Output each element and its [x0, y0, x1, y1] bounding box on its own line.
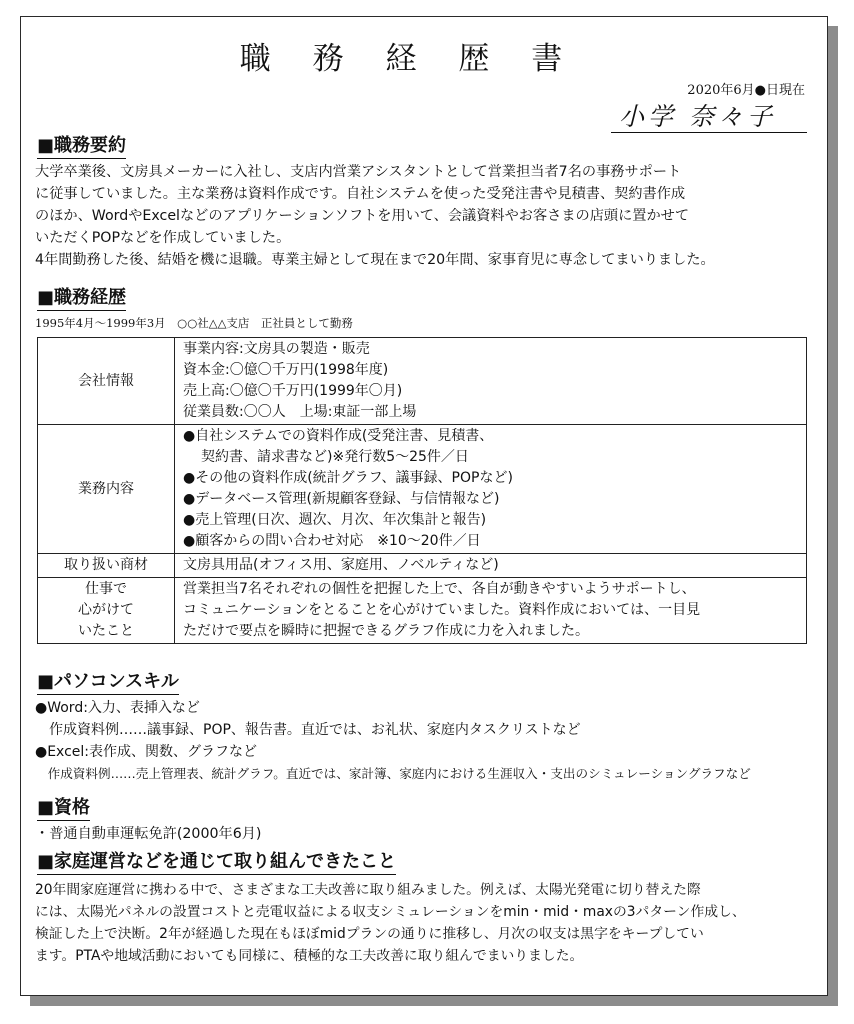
row-content — [175, 554, 807, 578]
signature-name: 小学 奈々子 — [619, 102, 776, 131]
row-line: 営業担当7名それぞれの個性を把握した上で、各自が動きやすいようサポートし、 — [183, 581, 696, 597]
row-line: ●その他の資料作成(統計グラフ、議事録、POPなど) — [183, 470, 513, 486]
summary-line: 大学卒業後、文房具メーカーに入社し、支店内営業アシスタントとして営業担当者7名の事務サポート — [35, 164, 682, 180]
row-content — [175, 338, 807, 425]
row-label: 取り扱い商材 — [38, 554, 175, 578]
career-period: 1995年4月〜1999年3月 ○○社△△支店 正社員として勤務 — [35, 316, 353, 330]
row-line: 事業内容:文房具の製造・販売 — [183, 341, 370, 357]
row-line: ●売上管理(日次、週次、月次、年次集計と報告) — [183, 512, 487, 528]
row-content — [175, 425, 807, 554]
summary-text — [35, 161, 825, 271]
license-line: ・普通自動車運転免許(2000年6月) — [35, 826, 262, 842]
family-line: 20年間家庭運営に携わる中で、さまざまな工夫改善に取り組みました。例えば、太陽光発電に切り替えた際 — [35, 882, 701, 898]
table-row — [38, 338, 807, 425]
pc-skill-line: ●Excel:表作成、関数、グラフなど — [35, 744, 258, 760]
row-line: ●自社システムでの資料作成(受発注書、見積書、 — [183, 428, 494, 444]
summary-line: のほか、WordやExcelなどのアプリケーションソフトを用いて、会議資料やお客さまの店頭に置かせて — [35, 208, 690, 224]
row-line: 契約書、請求書など)※発行数5〜25件／日 — [201, 449, 469, 465]
row-content — [175, 578, 807, 644]
row-label-line: いたこと — [78, 623, 134, 639]
pc-skill-line: 作成資料例……売上管理表、統計グラフ。直近では、家計簿、家庭内における生涯収入・支出のシミュレーショングラフなど — [35, 766, 751, 781]
table-row — [38, 554, 807, 578]
row-line: ●データベース管理(新規顧客登録、与信情報など) — [183, 491, 500, 507]
summary-line: に従事していました。主な業務は資料作成です。自社システムを使った受発注書や見積書、契約書作成 — [35, 186, 686, 202]
family-line: には、太陽光パネルの設置コストと売電収益による収支シミュレーションをmin・mid・maxの3パターン作成し、 — [35, 904, 746, 920]
document-title: 職 務 経 歴 書 — [239, 41, 579, 77]
pc-skill-line: ●Word:入力、表挿入など — [35, 700, 200, 716]
row-line: ●顧客からの問い合わせ対応 ※10〜20件／日 — [183, 533, 481, 549]
row-line: 資本金:〇億〇千万円(1998年度) — [183, 362, 389, 378]
family-line: 検証した上で決断。2年が経過した現在もほぼmidプランの通りに推移し、月次の収支は黒字をキープしてい — [35, 926, 704, 942]
table-row — [38, 425, 807, 554]
family-heading: ■家庭運営などを通じて取り組んできたこと — [37, 851, 396, 875]
row-line: 売上高:〇億〇千万円(1999年〇月) — [183, 383, 403, 399]
family-line: ます。PTAや地域活動においても同様に、積極的な工夫改善に取り組んでまいりました。 — [35, 948, 584, 964]
summary-line: いただくPOPなどを作成していました。 — [35, 230, 291, 246]
family-text — [35, 879, 825, 967]
career-heading: ■職務経歴 — [37, 287, 126, 311]
summary-heading: ■職務要約 — [37, 135, 126, 159]
row-line: 従業員数:〇〇人 上場:東証一部上場 — [183, 404, 417, 420]
row-label-line: 仕事で — [85, 581, 127, 597]
row-line: 文房具用品(オフィス用、家庭用、ノベルティなど) — [183, 557, 499, 573]
career-table — [37, 337, 807, 644]
license-heading: ■資格 — [37, 797, 90, 821]
pc-skill-text — [35, 697, 825, 785]
pc-skill-line: 作成資料例……議事録、POP、報告書。直近では、お礼状、家庭内タスクリストなど — [35, 722, 581, 738]
row-label-line: 心がけて — [78, 602, 134, 618]
row-line: コミュニケーションをとることを心がけていました。資料作成においては、一目見 — [183, 602, 701, 618]
document-page — [20, 16, 828, 996]
document-date: 2020年6月●日現在 — [687, 83, 805, 98]
pc-skill-heading: ■パソコンスキル — [37, 671, 179, 695]
signature — [611, 97, 807, 133]
row-line: ただけで要点を瞬時に把握できるグラフ作成に力を入れました。 — [183, 623, 589, 639]
row-label: 会社情報 — [38, 338, 175, 425]
table-row — [38, 578, 807, 644]
license-text — [35, 823, 825, 845]
summary-line: 4年間勤務した後、結婚を機に退職。専業主婦として現在まで20年間、家事育児に専念してまいりました。 — [35, 252, 715, 268]
row-label: 業務内容 — [38, 425, 175, 554]
signature-underline — [611, 132, 807, 133]
row-label — [38, 578, 175, 644]
